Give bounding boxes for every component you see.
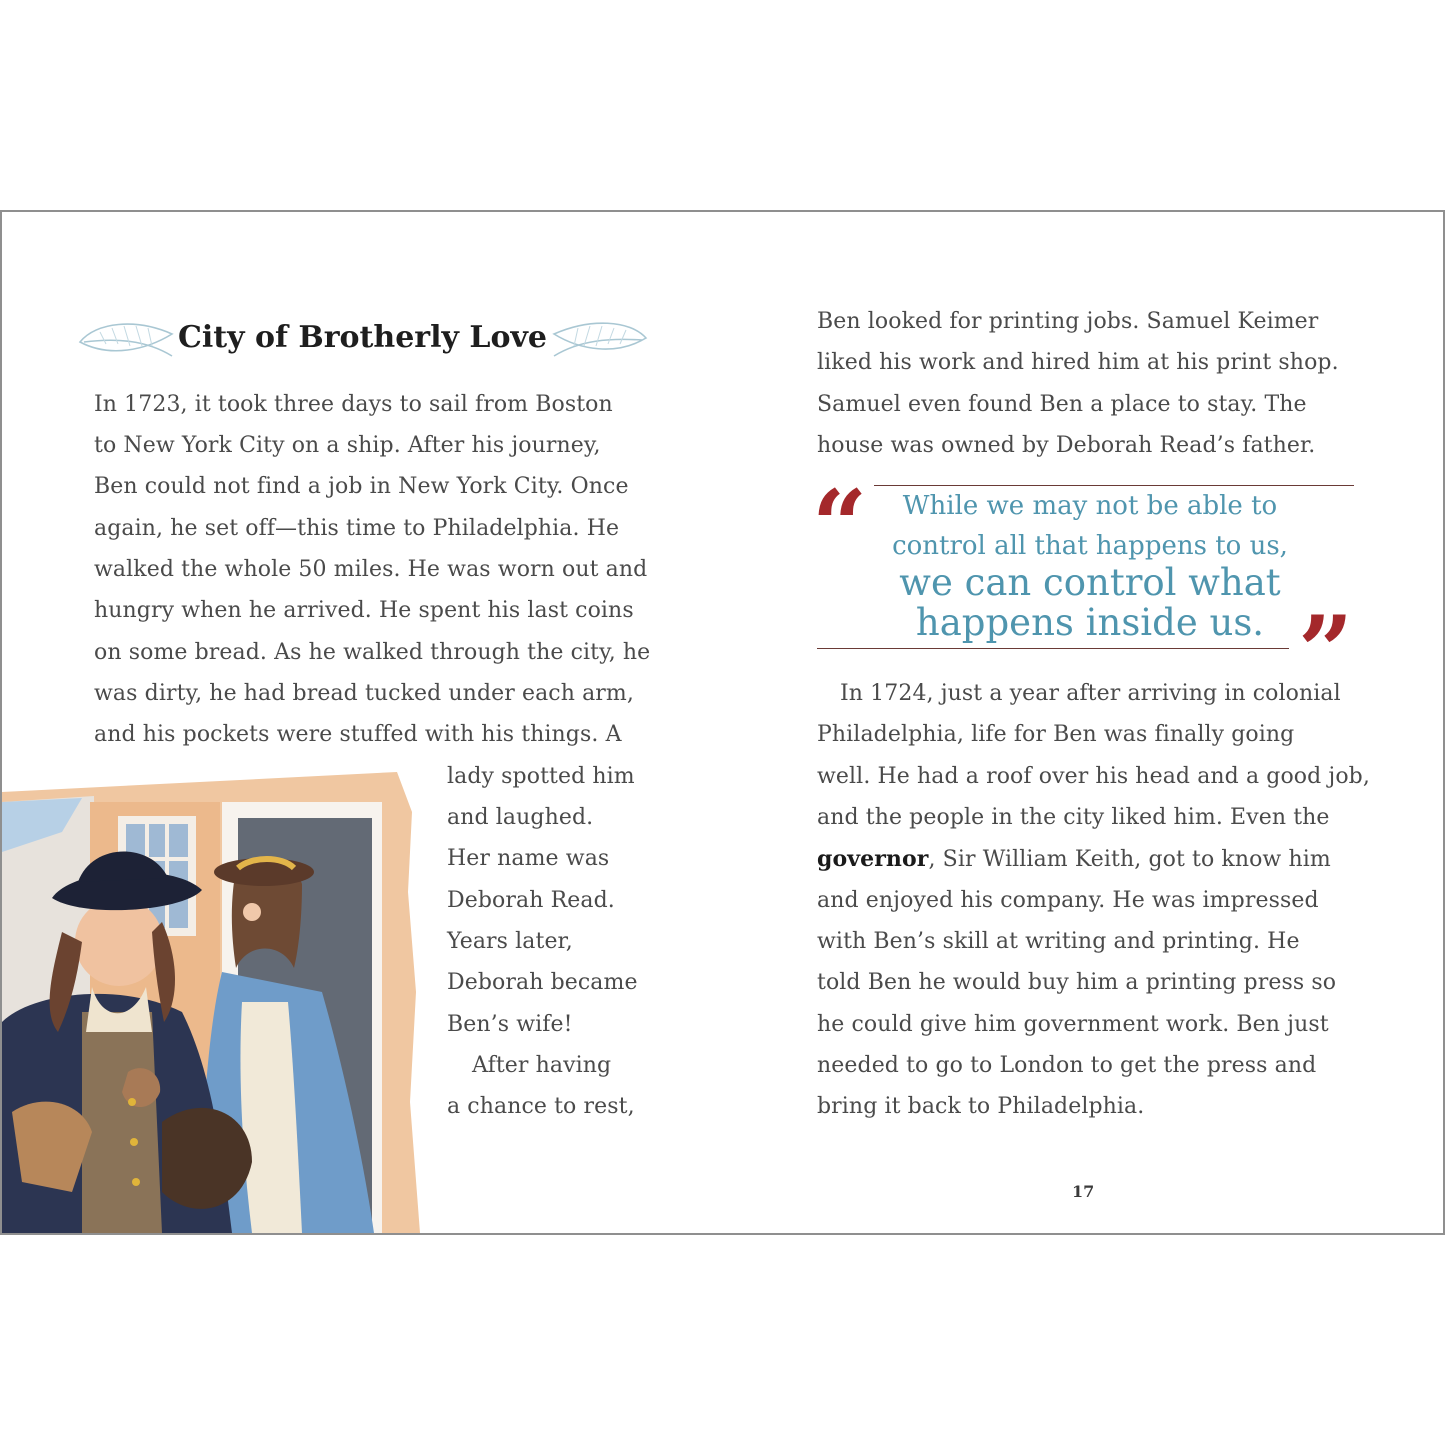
text-line: house was owned by Deborah Read’s father. [817,433,1316,458]
text-line: well. He had a roof over his head and a good job, [817,764,1370,789]
quote-line-2: control all that happens to us, [892,531,1288,561]
text-line: hungry when he arrived. He spent his last coins [94,598,634,623]
text-line: In 1723, it took three days to sail from Boston [94,392,613,417]
text-line: a chance to rest, [447,1094,635,1119]
text-line: walked the whole 50 miles. He was worn out and [94,557,648,582]
feather-left-icon [76,316,176,364]
glossary-line-rest: , Sir William Keith, got to know him [928,847,1331,872]
book-spread [0,210,1445,1235]
text-line: to New York City on a ship. After his journey, [94,433,601,458]
glossary-term[interactable]: governor [817,846,929,872]
text-line: told Ben he would buy him a printing press so [817,970,1337,995]
text-line: Ben’s wife! [447,1012,573,1037]
text-line: was dirty, he had bread tucked under each arm, [94,681,634,706]
text-line: and laughed. [447,805,594,830]
text-line: Samuel even found Ben a place to stay. The [817,392,1307,417]
feather-right-icon [550,316,650,364]
text-line: Years later, [447,929,573,954]
quote-line-3: we can control what [899,561,1281,604]
glossary-line [817,846,1331,873]
text-line: again, he set off—this time to Philadelphia. He [94,516,620,541]
section-heading: City of Brotherly Love [178,320,547,355]
text-line: with Ben’s skill at writing and printing. He [817,929,1300,954]
text-line: In 1724, just a year after arriving in colonial [840,681,1341,706]
page-number: 17 [1072,1182,1095,1201]
text-line: Philadelphia, life for Ben was finally going [817,722,1295,747]
text-line: needed to go to London to get the press and [817,1053,1317,1078]
ben-and-deborah-illustration [2,772,424,1233]
text-line: and enjoyed his company. He was impressed [817,888,1319,913]
text-line: Ben could not find a job in New York City. Once [94,474,629,499]
text-line: After having [472,1053,612,1078]
quote-bottom-rule [817,648,1289,649]
text-line: he could give him government work. Ben just [817,1012,1329,1037]
text-line: bring it back to Philadelphia. [817,1094,1145,1119]
close-quote-mark: ” [1298,595,1354,708]
text-line: Her name was [447,846,610,871]
quote-line-4: happens inside us. [915,601,1265,644]
open-quote-mark: “ [812,469,868,582]
text-line: Ben looked for printing jobs. Samuel Keimer [817,309,1319,334]
text-line: Deborah Read. [447,888,615,913]
text-line: liked his work and hired him at his print shop. [817,350,1339,375]
text-line: Deborah became [447,970,638,995]
quote-line-1: While we may not be able to [902,491,1278,521]
text-line: and his pockets were stuffed with his things. A [94,722,622,747]
quote-top-rule [874,485,1354,486]
text-line: lady spotted him [447,764,635,789]
text-line: and the people in the city liked him. Even the [817,805,1330,830]
text-line: on some bread. As he walked through the city, he [94,640,651,665]
